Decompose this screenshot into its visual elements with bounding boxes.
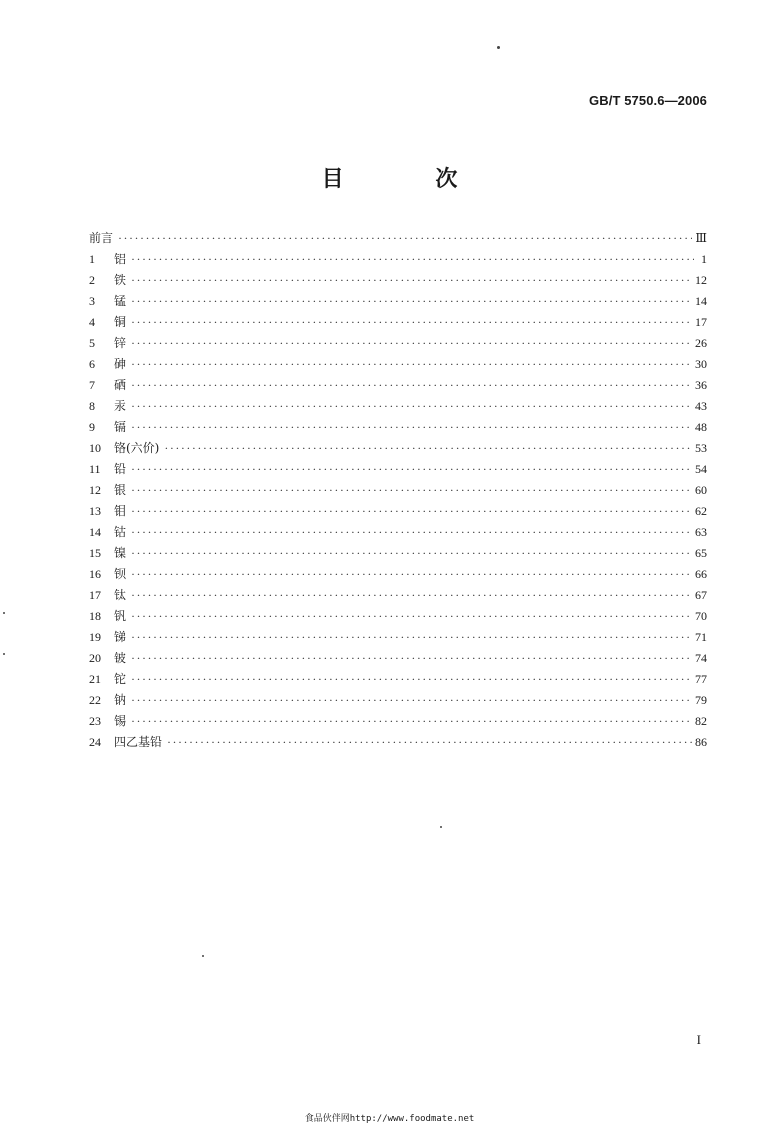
toc-dot-leader bbox=[131, 312, 692, 333]
toc-entry-label: 前言 bbox=[89, 231, 114, 245]
toc-entry-page: 70 bbox=[695, 609, 707, 623]
toc-entry-page: 26 bbox=[695, 336, 707, 350]
toc-dot-leader bbox=[131, 543, 692, 564]
toc-entry-page: Ⅲ bbox=[695, 231, 707, 245]
toc-entry-label: 铁 bbox=[114, 273, 127, 287]
toc-entry-number: 23 bbox=[89, 714, 101, 728]
toc-entry-number: 24 bbox=[89, 735, 101, 749]
toc-entry-number: 19 bbox=[89, 630, 101, 644]
table-of-contents bbox=[89, 228, 707, 753]
scan-speck bbox=[3, 612, 5, 614]
toc-entry-page: 14 bbox=[695, 294, 707, 308]
toc-dot-leader bbox=[131, 669, 692, 690]
toc-dot-leader bbox=[131, 396, 692, 417]
toc-entry[interactable] bbox=[89, 270, 707, 291]
toc-entry[interactable] bbox=[89, 585, 707, 606]
toc-dot-leader bbox=[131, 564, 692, 585]
toc-entry-page: 53 bbox=[695, 441, 707, 455]
toc-entry-number: 8 bbox=[89, 399, 95, 413]
toc-dot-leader bbox=[131, 711, 692, 732]
toc-entry-label: 银 bbox=[114, 483, 127, 497]
toc-entry-page: 17 bbox=[695, 315, 707, 329]
toc-dot-leader bbox=[131, 522, 692, 543]
toc-entry-page: 48 bbox=[695, 420, 707, 434]
toc-dot-leader bbox=[167, 732, 692, 753]
toc-entry[interactable] bbox=[89, 648, 707, 669]
toc-dot-leader bbox=[131, 417, 692, 438]
toc-entry-number: 6 bbox=[89, 357, 95, 371]
toc-entry-number: 18 bbox=[89, 609, 101, 623]
toc-entry[interactable] bbox=[89, 354, 707, 375]
toc-entry-label: 锌 bbox=[114, 336, 127, 350]
toc-entry-label: 镍 bbox=[114, 546, 127, 560]
toc-dot-leader bbox=[131, 270, 692, 291]
toc-entry-number: 11 bbox=[89, 462, 101, 476]
toc-entry-number: 10 bbox=[89, 441, 101, 455]
toc-entry[interactable] bbox=[89, 312, 707, 333]
toc-dot-leader bbox=[131, 459, 692, 480]
toc-entry-label: 钴 bbox=[114, 525, 127, 539]
toc-entry-label: 镉 bbox=[114, 420, 127, 434]
toc-entry[interactable] bbox=[89, 417, 707, 438]
toc-entry-page: 66 bbox=[695, 567, 707, 581]
toc-entry[interactable] bbox=[89, 501, 707, 522]
toc-entry-number: 21 bbox=[89, 672, 101, 686]
toc-entry-label: 钛 bbox=[114, 588, 127, 602]
toc-entry[interactable] bbox=[89, 711, 707, 732]
toc-dot-leader bbox=[118, 228, 692, 249]
scan-speck bbox=[3, 653, 5, 655]
toc-entry-label: 钒 bbox=[114, 609, 127, 623]
toc-entry-number: 1 bbox=[89, 252, 95, 266]
toc-entry[interactable] bbox=[89, 480, 707, 501]
standard-code: GB/T 5750.6—2006 bbox=[589, 93, 707, 108]
toc-entry-number: 5 bbox=[89, 336, 95, 350]
toc-entry[interactable] bbox=[89, 333, 707, 354]
toc-entry-label: 四乙基铅 bbox=[114, 735, 163, 749]
toc-entry-number: 16 bbox=[89, 567, 101, 581]
toc-entry-number: 7 bbox=[89, 378, 95, 392]
toc-entry-number: 14 bbox=[89, 525, 101, 539]
toc-dot-leader bbox=[164, 438, 692, 459]
toc-entry-label: 锑 bbox=[114, 630, 127, 644]
toc-entry-label: 铅 bbox=[114, 462, 127, 476]
scan-speck bbox=[497, 46, 500, 49]
toc-dot-leader bbox=[131, 501, 692, 522]
toc-entry[interactable] bbox=[89, 438, 707, 459]
toc-dot-leader bbox=[131, 606, 692, 627]
toc-entry-number: 9 bbox=[89, 420, 95, 434]
toc-dot-leader bbox=[131, 648, 692, 669]
toc-entry-page: 36 bbox=[695, 378, 707, 392]
page-number: I bbox=[696, 1032, 701, 1047]
toc-entry[interactable] bbox=[89, 690, 707, 711]
toc-entry-number: 4 bbox=[89, 315, 95, 329]
toc-entry-number: 15 bbox=[89, 546, 101, 560]
toc-entry-page: 77 bbox=[695, 672, 707, 686]
toc-entry[interactable] bbox=[89, 375, 707, 396]
toc-entry-number: 22 bbox=[89, 693, 101, 707]
footer-watermark: 食品伙伴网http://www.foodmate.net bbox=[304, 1114, 475, 1124]
toc-dot-leader bbox=[131, 585, 692, 606]
toc-entry[interactable] bbox=[89, 522, 707, 543]
toc-dot-leader bbox=[131, 627, 692, 648]
toc-entry-page: 54 bbox=[695, 462, 707, 476]
toc-entry-number: 2 bbox=[89, 273, 95, 287]
toc-dot-leader bbox=[131, 375, 692, 396]
toc-entry-label: 铬(六价) bbox=[114, 441, 160, 455]
toc-entry-page: 60 bbox=[695, 483, 707, 497]
toc-entry-label: 硒 bbox=[114, 378, 127, 392]
toc-entry-label: 钠 bbox=[114, 693, 127, 707]
toc-entry-label: 锰 bbox=[114, 294, 127, 308]
toc-entry-label: 锡 bbox=[114, 714, 127, 728]
toc-entry-page: 62 bbox=[695, 504, 707, 518]
toc-entry-label: 钼 bbox=[114, 504, 127, 518]
toc-dot-leader bbox=[131, 690, 692, 711]
toc-entry[interactable] bbox=[89, 564, 707, 585]
scan-speck bbox=[440, 826, 442, 828]
toc-entry[interactable] bbox=[89, 627, 707, 648]
toc-dot-leader bbox=[131, 480, 692, 501]
toc-title: 目 次 bbox=[321, 167, 500, 192]
toc-entry-foreword[interactable] bbox=[89, 228, 707, 249]
toc-entry-label: 钡 bbox=[114, 567, 127, 581]
toc-entry-number: 13 bbox=[89, 504, 101, 518]
toc-entry-number: 3 bbox=[89, 294, 95, 308]
toc-entry[interactable] bbox=[89, 669, 707, 690]
toc-entry-page: 1 bbox=[701, 252, 707, 266]
toc-entry-page: 12 bbox=[695, 273, 707, 287]
toc-entry[interactable] bbox=[89, 543, 707, 564]
toc-entry-page: 79 bbox=[695, 693, 707, 707]
toc-entry-label: 铍 bbox=[114, 651, 127, 665]
toc-entry-page: 74 bbox=[695, 651, 707, 665]
toc-dot-leader bbox=[131, 354, 692, 375]
toc-entry-page: 63 bbox=[695, 525, 707, 539]
toc-entry-page: 67 bbox=[695, 588, 707, 602]
toc-entry-page: 82 bbox=[695, 714, 707, 728]
toc-entry-number: 17 bbox=[89, 588, 101, 602]
toc-entry[interactable] bbox=[89, 396, 707, 417]
toc-entry-page: 65 bbox=[695, 546, 707, 560]
toc-entry[interactable] bbox=[89, 606, 707, 627]
toc-dot-leader bbox=[131, 333, 692, 354]
toc-entry-label: 铊 bbox=[114, 672, 127, 686]
toc-entry-page: 30 bbox=[695, 357, 707, 371]
toc-dot-leader bbox=[131, 249, 694, 270]
toc-dot-leader bbox=[131, 291, 692, 312]
toc-entry-label: 铜 bbox=[114, 315, 127, 329]
toc-entry-label: 汞 bbox=[114, 399, 127, 413]
toc-entry[interactable] bbox=[89, 291, 707, 312]
toc-entry-number: 12 bbox=[89, 483, 101, 497]
toc-entry[interactable] bbox=[89, 249, 707, 270]
toc-entry-page: 43 bbox=[695, 399, 707, 413]
toc-entry[interactable] bbox=[89, 459, 707, 480]
toc-entry-page: 86 bbox=[695, 735, 707, 749]
toc-entry-page: 71 bbox=[695, 630, 707, 644]
scan-speck bbox=[202, 955, 204, 957]
toc-entry-label: 铝 bbox=[114, 252, 127, 266]
toc-entry-number: 20 bbox=[89, 651, 101, 665]
toc-entry-label: 砷 bbox=[114, 357, 127, 371]
toc-entry[interactable] bbox=[89, 732, 707, 753]
